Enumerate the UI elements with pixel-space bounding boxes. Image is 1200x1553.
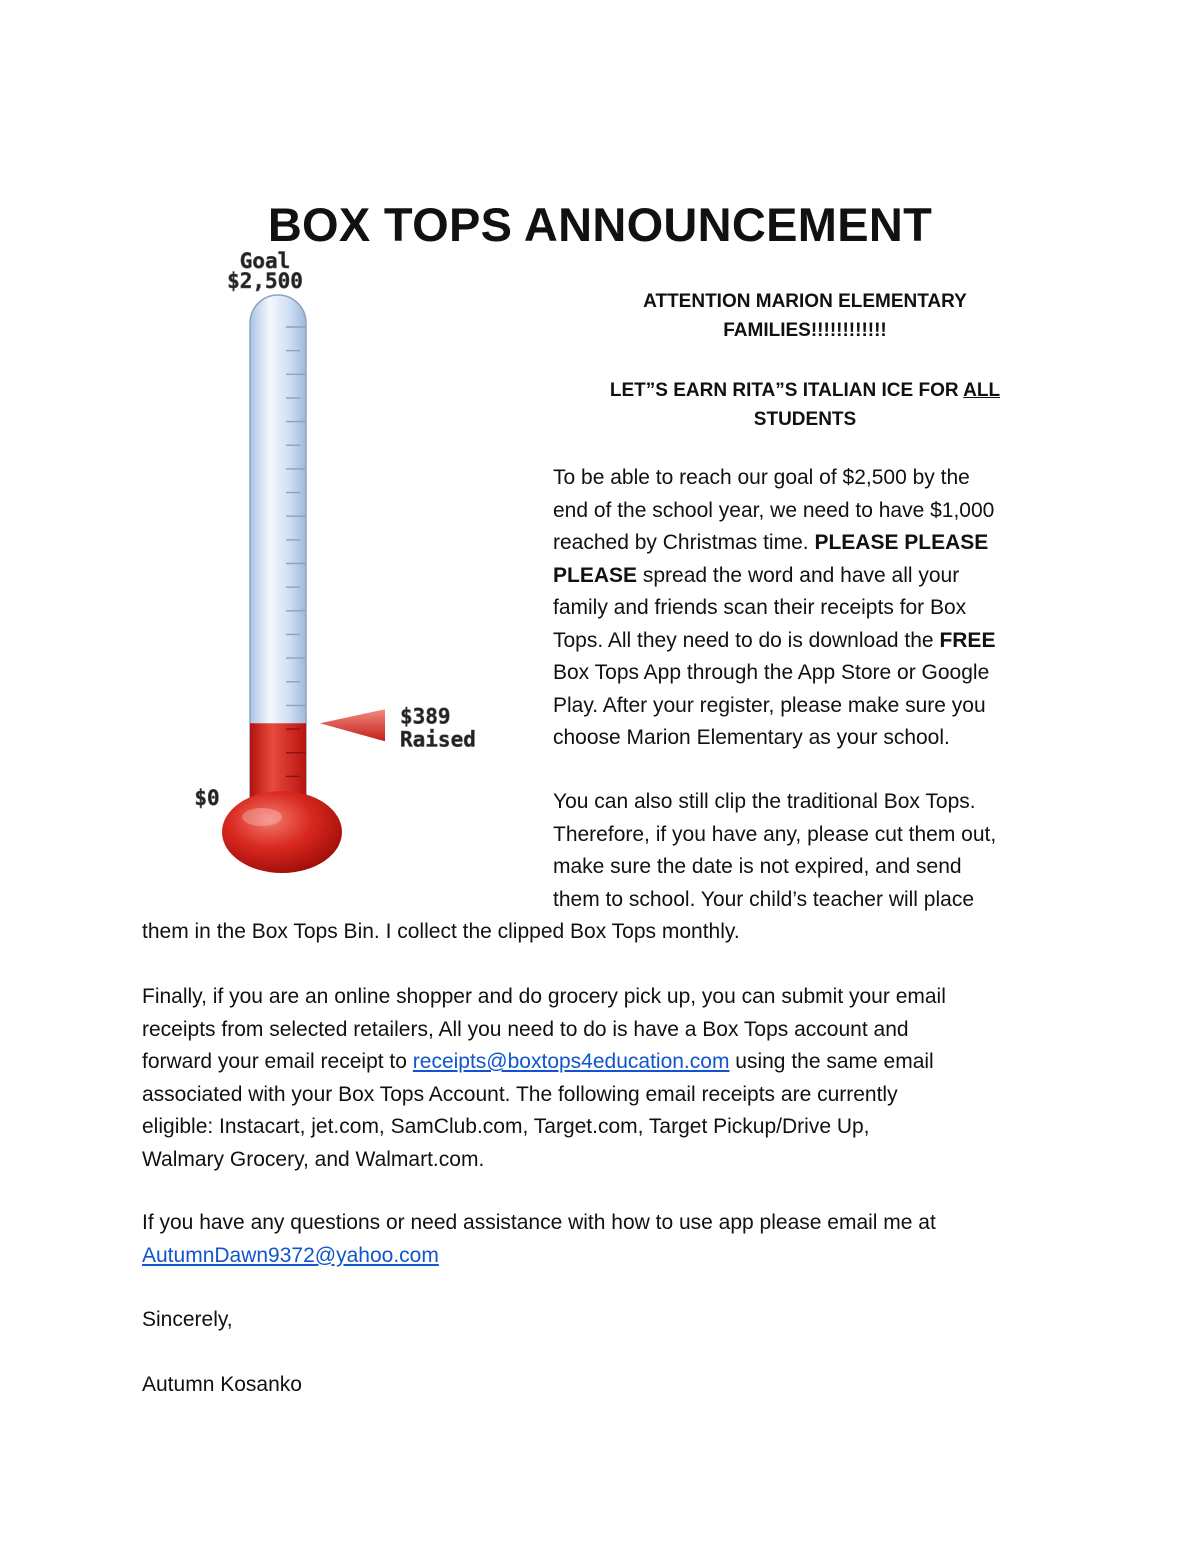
paragraph-text: spread the word and have all your	[637, 563, 960, 587]
paragraph-line: eligible: Instacart, jet.com, SamClub.com, Target.com, Target Pickup/Drive Up,	[142, 1115, 870, 1138]
paragraph-line: associated with your Box Tops Account. The following email receipts are currently	[142, 1082, 898, 1106]
attention-heading-line: ATTENTION MARION ELEMENTARY	[643, 291, 967, 312]
paragraph-line: them in the Box Tops Bin. I collect the clipped Box Tops monthly.	[142, 920, 740, 943]
paragraph-line: You can also still clip the traditional Box Tops.	[553, 790, 976, 813]
paragraph-line: If you have any questions or need assistance with how to use app please email me at	[142, 1211, 936, 1234]
paragraph-line	[142, 1240, 936, 1273]
paragraph-line: family and friends scan their receipts for Box	[553, 596, 967, 619]
signature: Autumn Kosanko	[142, 1373, 302, 1396]
goal-paragraph	[553, 462, 995, 755]
attention-heading-line: FAMILIES!!!!!!!!!!!!	[723, 320, 887, 341]
paragraph-line	[553, 625, 995, 658]
paragraph-text: forward your email receipt to	[142, 1050, 413, 1073]
paragraph-line: Play. After your register, please make sure you	[553, 693, 986, 717]
paragraph-line: end of the school year, we need to have $1,000	[553, 498, 995, 522]
ritas-heading-text: LET”S EARN RITA”S ITALIAN ICE FOR	[609, 380, 964, 401]
paragraph-text: reached by Christmas time.	[553, 531, 815, 554]
email-receipts-paragraph	[142, 981, 946, 1176]
paragraph-line: Finally, if you are an online shopper and do grocery pick up, you can submit your email	[142, 985, 946, 1008]
questions-paragraph	[142, 1207, 936, 1272]
paragraph-line: To be able to reach our goal of $2,500 by the	[553, 466, 970, 489]
clip-paragraph	[553, 786, 996, 916]
fundraising-thermometer	[170, 245, 540, 895]
thermometer-bulb	[222, 791, 342, 873]
closing: Sincerely,	[142, 1308, 233, 1331]
paragraph-line	[553, 560, 995, 593]
ritas-heading-line: STUDENTS	[753, 409, 857, 430]
paragraph-text: using the same email	[729, 1050, 934, 1073]
receipts-email-link[interactable]: receipts@boxtops4education.com	[412, 1050, 730, 1073]
raised-amount: $389	[400, 704, 451, 729]
raised-label: Raised	[400, 727, 476, 752]
page-title: BOX TOPS ANNOUNCEMENT	[267, 198, 933, 252]
paragraph-line: choose Marion Elementary as your school.	[553, 726, 950, 749]
clip-paragraph-end	[142, 916, 740, 949]
raised-pointer-arrow	[320, 709, 385, 741]
paragraph-emphasis: FREE	[939, 628, 996, 652]
paragraph-emphasis: PLEASE PLEASE	[814, 531, 989, 554]
paragraph-line: Box Tops App through the App Store or Google	[553, 661, 990, 684]
goal-label: Goal	[239, 249, 291, 273]
attention-heading	[560, 287, 1050, 345]
zero-label: $0	[194, 786, 220, 810]
ritas-heading	[560, 376, 1050, 434]
paragraph-line: make sure the date is not expired, and send	[553, 855, 962, 878]
paragraph-line: them to school. Your child’s teacher will place	[553, 887, 975, 911]
thermometer-graphic	[170, 245, 540, 895]
goal-amount: $2,500	[227, 269, 303, 293]
paragraph-line: Therefore, if you have any, please cut them out,	[553, 822, 997, 846]
bulb-highlight	[242, 808, 282, 826]
paragraph-text: Tops. All they need to do is download the	[553, 628, 940, 652]
ritas-heading-line	[560, 376, 1050, 405]
contact-email-link[interactable]: AutumnDawn9372@yahoo.com	[142, 1243, 439, 1267]
paragraph-line	[142, 1046, 946, 1079]
paragraph-line: Walmary Grocery, and Walmart.com.	[142, 1147, 485, 1171]
ritas-heading-underlined: ALL	[963, 380, 1001, 401]
paragraph-emphasis: PLEASE	[553, 563, 638, 587]
paragraph-line	[553, 527, 995, 560]
paragraph-line: receipts from selected retailers, All you need to do is have a Box Tops account and	[142, 1017, 909, 1041]
